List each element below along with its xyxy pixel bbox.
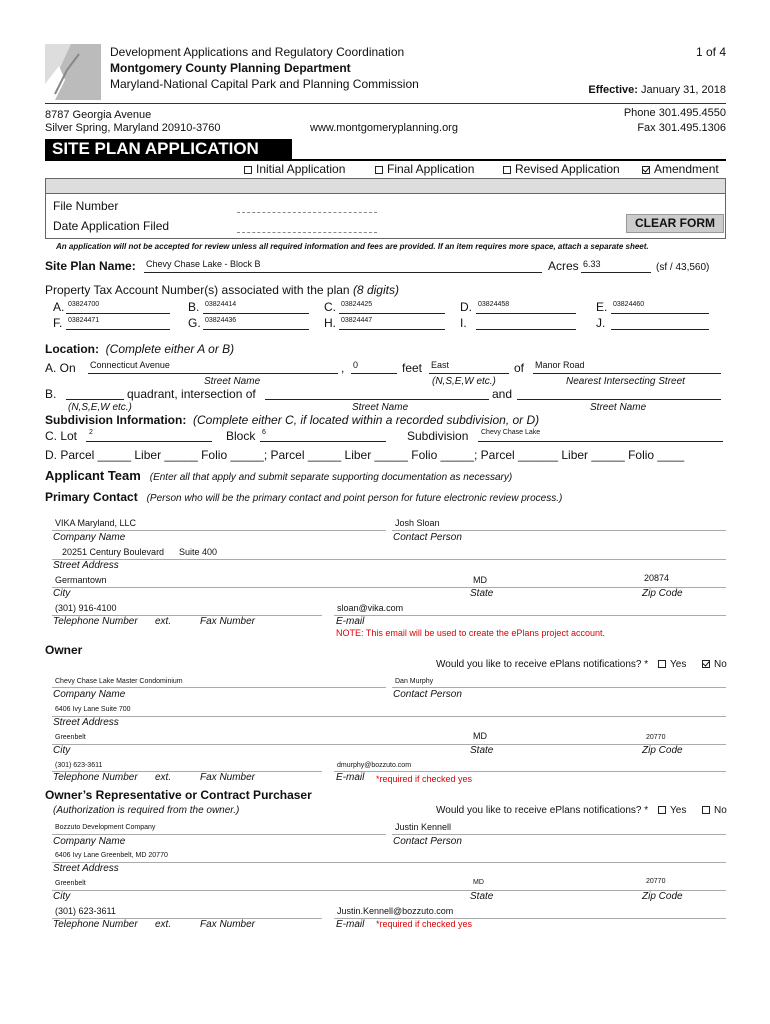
caption-b-street1: Street Name (352, 402, 409, 413)
rep-contact-value: Justin Kennell (395, 822, 452, 832)
staff-use-bar (45, 178, 726, 194)
tax-g-letter: G. (188, 316, 201, 330)
owner-zip-label: Zip Code (642, 745, 683, 756)
rep-street-value: 6406 Ivy Lane Greenbelt, MD 20770 (55, 852, 168, 859)
and-label: and (492, 387, 513, 401)
rep-fax-label: Fax Number (200, 919, 256, 930)
address-line1: 8787 Georgia Avenue (45, 109, 152, 121)
checkbox-initial-application[interactable]: Initial Application (244, 162, 345, 176)
rep-street-label: Street Address (53, 863, 119, 874)
location-a-street-field[interactable] (88, 373, 338, 374)
fax: Fax 301.495.1306 (637, 122, 726, 134)
primary-street2-value: Suite 400 (179, 547, 218, 557)
primary-telephone-label: Telephone Number (53, 616, 138, 627)
primary-email-value: sloan@vika.com (337, 603, 404, 613)
page-number: 1 of 4 (695, 45, 726, 59)
quadrant-label: quadrant, intersection of (127, 387, 256, 401)
owner-phone-value: (301) 623-3611 (55, 762, 103, 769)
file-number-label: File Number (53, 199, 119, 213)
rep-company-value: Bozzuto Development Company (55, 824, 156, 831)
primary-company-label: Company Name (53, 532, 126, 543)
rep-eplans-question: Would you like to receive ePlans notifications? * (436, 805, 649, 816)
date-filed-label: Date Application Filed (53, 219, 170, 233)
checkbox-amendment[interactable]: Amendment (642, 162, 719, 176)
owner-contact-value: Dan Murphy (395, 678, 434, 685)
owner-email-label: E-mail (336, 772, 365, 783)
parcel-line[interactable]: D. Parcel _____ Liber _____ Folio _____; Parcel _____ Liber _____ Folio _____; Parcel ______ Liber _____ Folio ____ (45, 448, 685, 462)
lot-field[interactable] (86, 441, 212, 442)
primary-phone-value: (301) 916-4100 (55, 603, 117, 613)
tax-h-letter: H. (324, 316, 336, 330)
owner-heading: Owner (45, 643, 83, 657)
primary-contact-label: Contact Person (393, 532, 462, 543)
lot-value: 2 (89, 429, 93, 436)
owner-contact-label: Contact Person (393, 689, 462, 700)
owner-street-label: Street Address (53, 717, 119, 728)
rep-heading: Owner’s Representative or Contract Purchaser (45, 788, 312, 802)
owner-required-note: *required if checked yes (376, 774, 473, 784)
owner-zip-value: 20770 (646, 734, 666, 741)
caption-intersecting-street: Nearest Intersecting Street (566, 376, 685, 387)
tax-e-field[interactable] (611, 313, 709, 314)
tax-c-field[interactable] (339, 313, 445, 314)
website: www.montgomeryplanning.org (310, 122, 458, 134)
checkbox-final-application[interactable]: Final Application (375, 162, 474, 176)
subdivision-value: Chevy Chase Lake (481, 429, 541, 436)
rep-city-value: Greenbelt (55, 880, 86, 887)
rep-state-value: MD (473, 879, 484, 886)
clear-form-button[interactable]: CLEAR FORM (626, 214, 724, 233)
primary-street-label: Street Address (53, 560, 119, 571)
owner-city-value: Greenbelt (55, 734, 86, 741)
location-b-quadrant-field[interactable] (66, 399, 124, 400)
owner-street-value: 6406 Ivy Lane Suite 700 (55, 706, 131, 713)
primary-contact-heading: Primary Contact (Person who will be the primary contact and point person for future electronic review process.) (45, 490, 563, 504)
acres-formula: (sf / 43,560) (656, 262, 710, 273)
caption-b-nsew: (N,S,E,W etc.) (68, 402, 132, 413)
location-a-direction-field[interactable] (429, 373, 509, 374)
acres-value: 6.33 (583, 259, 601, 269)
caption-nsew: (N,S,E,W etc.) (432, 376, 496, 387)
rep-email-value: Justin.Kennell@bozzuto.com (337, 906, 454, 916)
primary-street1-value: 20251 Century Boulevard (62, 547, 165, 557)
effective-date: Effective: January 31, 2018 (588, 84, 726, 96)
checkbox-revised-application[interactable]: Revised Application (503, 162, 620, 176)
lot-label: C. Lot (45, 429, 78, 443)
location-a-intersect-value: Manor Road (535, 360, 585, 370)
eplans-note: NOTE: This email will be used to create the ePlans project account. (336, 628, 605, 638)
rep-zip-value: 20770 (646, 878, 666, 885)
owner-city-label: City (53, 745, 71, 756)
tax-j-letter: J. (596, 316, 606, 330)
rep-ext-label: ext. (155, 919, 172, 930)
location-heading: Location: (Complete either A or B) (45, 342, 235, 356)
tax-a-field[interactable] (66, 313, 170, 314)
rep-telephone-label: Telephone Number (53, 919, 138, 930)
owner-telephone-label: Telephone Number (53, 772, 138, 783)
tax-b-field[interactable] (203, 313, 309, 314)
rep-state-label: State (470, 891, 494, 902)
caption-b-street2: Street Name (590, 402, 647, 413)
primary-zip-label: Zip Code (642, 588, 683, 599)
location-a-intersect-field[interactable] (533, 373, 721, 374)
tax-e-letter: E. (596, 300, 608, 314)
rep-required-note: *required if checked yes (376, 919, 473, 929)
location-b-street1-field[interactable] (265, 399, 489, 400)
primary-city-value: Germantown (55, 575, 107, 585)
file-number-field[interactable] (237, 212, 377, 213)
primary-email-label: E-mail (336, 616, 365, 627)
owner-ext-label: ext. (155, 772, 172, 783)
subdivision-field[interactable] (478, 441, 723, 442)
site-plan-name-field[interactable] (144, 272, 542, 273)
location-a-distance-value: 0 (353, 360, 359, 370)
rep-email-label: E-mail (336, 919, 365, 930)
date-filed-field[interactable] (237, 232, 377, 233)
block-value: 6 (262, 429, 266, 436)
header-line1: Development Applications and Regulatory Coordination (110, 45, 405, 59)
tax-f-letter: F. (53, 316, 63, 330)
block-field[interactable] (260, 441, 386, 442)
caption-street-name: Street Name (204, 376, 261, 387)
rep-phone-value: (301) 623-3611 (55, 906, 116, 916)
tax-g-value: 03824436 (205, 317, 237, 324)
subdivision-label: Subdivision (407, 429, 469, 443)
site-plan-name-value: Chevy Chase Lake - Block B (146, 259, 261, 269)
tax-f-value: 03824471 (68, 317, 100, 324)
rep-company-label: Company Name (53, 836, 126, 847)
primary-city-label: City (53, 588, 71, 599)
location-a-street-value: Connecticut Avenue (90, 360, 170, 370)
location-a-distance-field[interactable] (351, 373, 397, 374)
tax-b-letter: B. (188, 300, 200, 314)
rep-eplans-yes[interactable]: Yes (658, 805, 686, 816)
rep-hint: (Authorization is required from the owner.) (53, 805, 240, 816)
acres-field[interactable] (581, 272, 651, 273)
tax-c-letter: C. (324, 300, 336, 314)
tax-d-field[interactable] (476, 313, 576, 314)
owner-email-value: dmurphy@bozzuto.com (337, 762, 412, 769)
submission-notice: An application will not be accepted for review unless all required information and fees are provided. If an item requires more space, attach a separate sheet. (56, 242, 649, 251)
of-label: of (514, 361, 525, 375)
applicant-team-heading: Applicant Team (Enter all that apply and submit separate supporting documentation as necessary) (45, 468, 513, 483)
owner-company-label: Company Name (53, 689, 126, 700)
tax-account-label: Property Tax Account Number(s) associated with the plan (8 digits) (45, 283, 399, 297)
tax-e-value: 03824460 (613, 301, 645, 308)
acres-label: Acres (548, 259, 579, 273)
owner-eplans-no[interactable]: No (702, 659, 727, 670)
tax-d-value: 03824458 (478, 301, 510, 308)
owner-eplans-question: Would you like to receive ePlans notifications? * (436, 659, 649, 670)
form-title: SITE PLAN APPLICATION (45, 139, 292, 159)
owner-fax-label: Fax Number (200, 772, 256, 783)
tax-a-value: 03824700 (68, 301, 100, 308)
tax-i-field[interactable] (476, 329, 576, 330)
tax-j-field[interactable] (611, 329, 709, 330)
tax-d-letter: D. (460, 300, 472, 314)
tax-f-field[interactable] (66, 329, 170, 330)
site-plan-name-label: Site Plan Name: (45, 259, 136, 273)
tax-h-field[interactable] (339, 329, 445, 330)
owner-state-value: MD (473, 731, 487, 741)
tax-h-value: 03824447 (341, 317, 373, 324)
owner-state-label: State (470, 745, 494, 756)
tax-a-letter: A. (53, 300, 65, 314)
location-b-label: B. (45, 387, 57, 401)
feet-label: feet (402, 361, 423, 375)
tax-g-field[interactable] (203, 329, 309, 330)
rep-city-label: City (53, 891, 71, 902)
primary-state-value: MD (473, 575, 487, 585)
tax-i-letter: I. (460, 316, 467, 330)
address-line2: Silver Spring, Maryland 20910-3760 (45, 122, 221, 134)
header-line3: Maryland-National Capital Park and Planning Commission (110, 77, 419, 91)
location-a-direction-value: East (431, 360, 450, 370)
location-a-label: A. On (45, 361, 76, 375)
phone: Phone 301.495.4550 (623, 107, 726, 119)
rep-zip-label: Zip Code (642, 891, 683, 902)
mncppc-logo (45, 44, 101, 100)
primary-fax-label: Fax Number (200, 616, 256, 627)
primary-state-label: State (470, 588, 494, 599)
rep-contact-label: Contact Person (393, 836, 462, 847)
owner-company-value: Chevy Chase Lake Master Condominium (55, 678, 183, 685)
rep-eplans-no[interactable]: No (702, 805, 727, 816)
primary-zip-value: 20874 (644, 573, 670, 583)
primary-company-value: VIKA Maryland, LLC (55, 518, 137, 528)
tax-c-value: 03824425 (341, 301, 373, 308)
location-b-street2-field[interactable] (517, 399, 721, 400)
header-line2: Montgomery County Planning Department (110, 61, 351, 75)
owner-eplans-yes[interactable]: Yes (658, 659, 686, 670)
primary-contact-value: Josh Sloan (395, 518, 440, 528)
subdivision-heading: Subdivision Information: (Complete either C, if located within a recorded subdivision, or D) (45, 413, 540, 427)
block-label: Block (226, 429, 256, 443)
primary-ext-label: ext. (155, 616, 172, 627)
tax-b-value: 03824414 (205, 301, 237, 308)
